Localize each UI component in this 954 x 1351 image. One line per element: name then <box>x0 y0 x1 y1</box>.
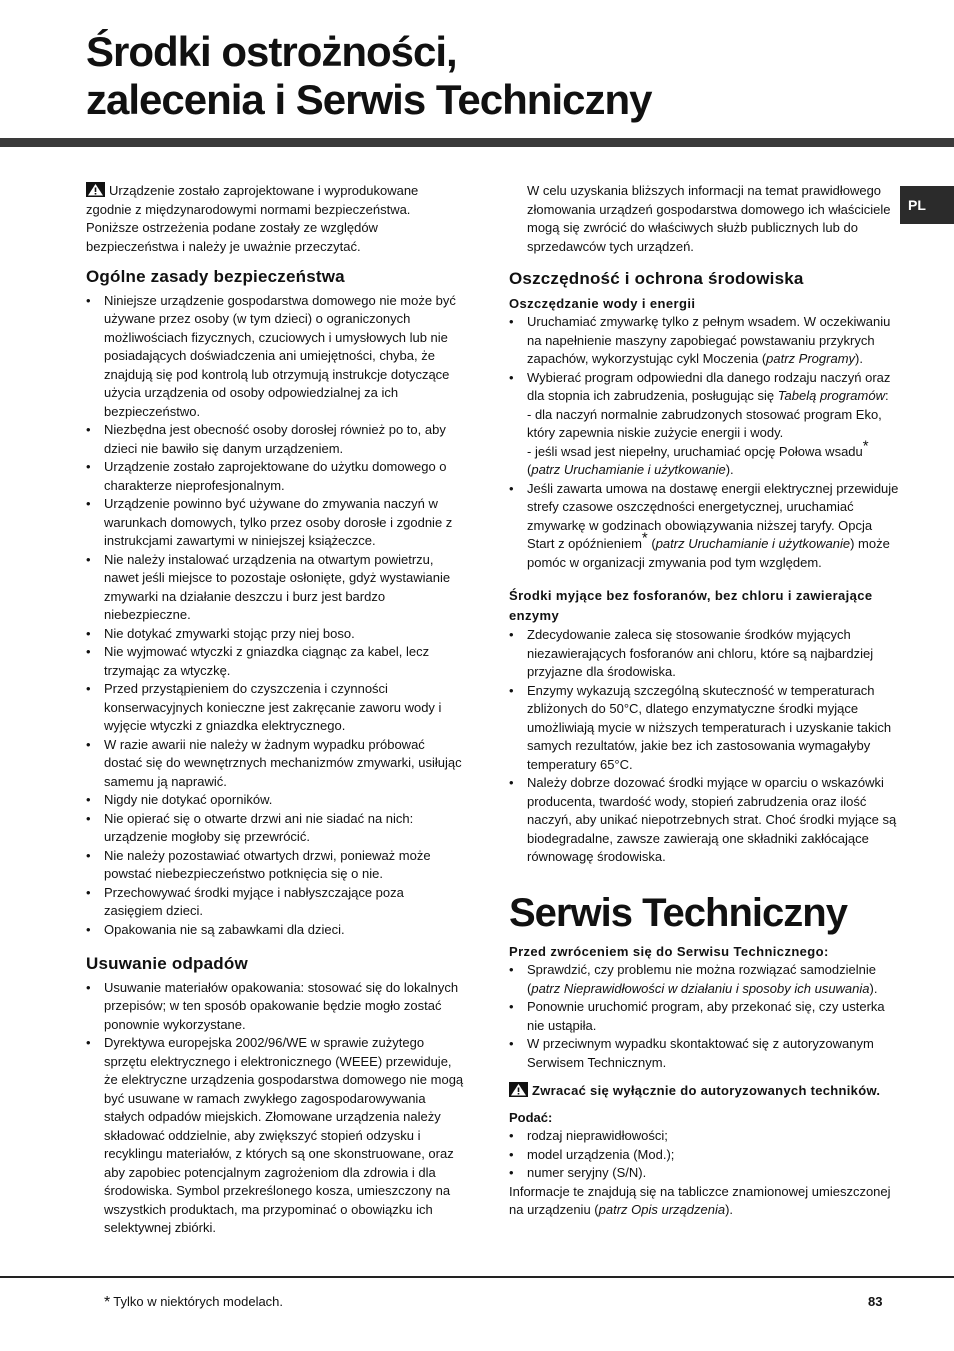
list-item: • rodzaj nieprawidłowości; <box>509 1127 901 1146</box>
item-text: Informacje te znajdują się na tabliczce znamionowej umieszczonej na urządzeniu ( <box>509 1183 891 1217</box>
list-item: • Ponownie uruchomić program, aby przekonać się, czy usterka nie ustąpiła. <box>509 998 901 1035</box>
list-item: • W razie awarii nie należy w żadnym wypadku próbować dostać się do wewnętrznych mechanizmów zmywarki, usiłując samemu ją naprawić. <box>86 736 464 792</box>
service-title: Serwis Techniczny <box>509 890 847 935</box>
eco-heading: Oszczędność i ochrona środowiska <box>509 269 804 288</box>
warning-icon <box>509 1082 528 1097</box>
warning-text: Zwracać się wyłącznie do autoryzowanych techników. <box>532 1083 881 1098</box>
footnote-star: * <box>104 1294 111 1311</box>
item-reference: patrz Uruchamianie i użytkowanie <box>531 462 726 477</box>
service-subheading: Przed zwróceniem się do Serwisu Technicznego: <box>509 943 829 959</box>
info-paragraph <box>509 1183 901 1220</box>
item-text: ). <box>725 1202 734 1217</box>
item-text: - dla naczyń normalnie zabrudzonych stosować program Eko, który zapewnia niskie zużycie energii i wody. <box>527 406 882 440</box>
list-item: • Dyrektywa europejska 2002/96/WE w sprawie zużytego sprzętu elektrycznego i elektronicznego (WEEE) przewiduje, że elektryczne urządzenia gospodarstwa domowego nie mogą być usuwane w ramach zwykłego zagospodarowywania stałych odpadów miejskich. Złomowane urządzenia należy składować oddzielnie, aby zwiększyć stopień odzysku i recyklingu materiałów, z których są one skonstruowane, oraz aby zapobiec potencjalnym zagrożeniom dla zdrowia i dla środowiska. Symbol przekreślonego kosza, umieszczony na wszystkich produktach, ma przypominać o obowiązku ich selektywnej zbiórki. <box>86 1034 464 1238</box>
list-item <box>509 480 901 573</box>
list-item: • Enzymy wykazują szczególną skuteczność w temperaturach zbliżonych do 50°C, dlatego enzymatyczne środki myjące umożliwiają mycie w niższych temperaturach i uzyskanie takich samych rezultatów, jakie bez ich zastosowania wymagałyby temperatury 65°C. <box>509 682 901 775</box>
item-text: ). <box>869 980 878 996</box>
list-item: • Zdecydowanie zaleca się stosowanie środków myjących niezawierających fosforanów ani chloru, które są najbardziej przyjazne dla środowiska. <box>509 626 901 682</box>
item-text: ) może pomóc w organizacji zmywania pod tym względem. <box>527 536 890 570</box>
item-text: Wybierać program odpowiedni dla danego rodzaju naczyń oraz dla stopnia ich zabrudzenia, posługując się <box>527 369 891 403</box>
list-item: • Przechowywać środki myjące i nabłyszczające poza zasięgiem dzieci. <box>86 884 464 921</box>
item-text: Jeśli zawarta umowa na dostawę energii elektrycznej przewiduje strefy czasowe oszczędności energetycznej, uruchamiać zmywarkę w godzinach obowiązywania niższej taryfy. Opcja Start z opóźnieniem <box>527 480 899 551</box>
item-text: : <box>884 388 889 403</box>
list-item: • Przed przystąpieniem do czyszczenia i czynności konserwacyjnych konieczne jest zakręcanie zaworu wody i wyjęcie wtyczki z gniazdka elektrycznego. <box>86 680 464 736</box>
list-item: • Należy dobrze dozować środki myjące w oparciu o wskazówki producenta, twardość wody, stopień zabrudzenia oraz ilość naczyń, aby unikać niepotrzebnych strat. Choć środki myjące są biodegradalne, zawsze zawierają one składniki zakłócające równowagę środowiska. <box>509 774 901 867</box>
list-item: • Nigdy nie dotykać oporników. <box>86 791 464 810</box>
item-reference: patrz Opis urządzenia <box>598 1202 726 1217</box>
provide-list <box>509 1127 901 1183</box>
item-text: Sprawdzić, czy problemu nie można rozwiązać samodzielnie ( <box>527 962 876 996</box>
detergent-heading: Środki myjące bez fosforanów, bez chloru i zawierające enzymy <box>509 588 873 623</box>
list-item: • numer seryjny (S/N). <box>509 1164 901 1183</box>
water-energy-heading: Oszczędzanie wody i energii <box>509 295 696 311</box>
list-item: • Nie należy instalować urządzenia na otwartym powietrzu, nawet jeśli miejsce to pozostaje osłonięte, gdyż wystawianie zmywarki na działanie deszczu i burz jest bardzo niebezpieczne. <box>86 551 464 625</box>
list-item: • model urządzenia (Mod.); <box>509 1146 901 1165</box>
title-line-2: zalecenia i Serwis Techniczny <box>86 76 652 123</box>
intro-paragraph <box>86 182 464 256</box>
list-item <box>509 313 901 369</box>
list-item: • Urządzenie powinno być używane do zmywania naczyń w warunkach domowych, tylko przez osoby dorosłe i zgodnie z instrukcjami zawartymi w niniejszej książeczce. <box>86 495 464 551</box>
item-reference: patrz Programy <box>766 351 856 366</box>
list-item: • Niniejsze urządzenie gospodarstwa domowego nie może być używane przez osoby (w tym dzieci) o ograniczonych możliwościach fizycznych, czuciowych i umysłowych lub nie posiadających doświadczenia ani umiejętności, chyba, że znajdują się pod kontrolą lub otrzymują instrukcje dotyczące użycia urządzenia od osoby odpowiedzialnej za ich bezpieczeństwo. <box>86 292 464 422</box>
title-divider <box>0 138 954 147</box>
item-text: ). <box>855 351 863 366</box>
page-title <box>86 28 651 124</box>
item-text: ( <box>527 462 532 477</box>
footnote-star: * <box>641 529 648 547</box>
item-reference: patrz Nieprawidłowości w działaniu i sposoby ich usuwania <box>531 980 870 996</box>
item-text: - jeśli wsad jest niepełny, uruchamiać opcję Połowa wsadu <box>527 443 863 459</box>
item-reference: Tabelą programów <box>777 388 885 403</box>
left-column <box>86 182 464 1238</box>
footer-divider <box>0 1276 954 1278</box>
page-number: 83 <box>868 1294 883 1309</box>
language-tab: PL <box>900 186 954 224</box>
list-item: • Opakowania nie są zabawkami dla dzieci. <box>86 921 464 940</box>
footnote <box>104 1294 283 1312</box>
right-column <box>509 182 901 1220</box>
waste-heading: Usuwanie odpadów <box>86 954 248 973</box>
detergent-list <box>509 626 901 867</box>
list-item <box>509 961 901 998</box>
item-text: ). <box>725 462 734 477</box>
list-item: • Niezbędna jest obecność osoby dorosłej również po to, aby dzieci nie bawiło się danym urządzeniem. <box>86 421 464 458</box>
list-item: • Nie wyjmować wtyczki z gniazdka ciągnąc za kabel, lecz trzymając za wtyczkę. <box>86 643 464 680</box>
title-line-1: Środki ostrożności, <box>86 28 457 75</box>
waste-continuation: W celu uzyskania bliższych informacji na temat prawidłowego złomowania urządzeń gospodarstwa domowego ich właściciele mogą się zwrócić do właściwych służb publicznych lub do sprzedawców tych urządzeń. <box>527 183 891 254</box>
item-text: ( <box>647 536 656 551</box>
authorized-warning <box>509 1082 901 1101</box>
warning-icon <box>86 182 105 197</box>
list-item: • Nie dotykać zmywarki stojąc przy niej boso. <box>86 625 464 644</box>
safety-list <box>86 292 464 940</box>
list-item: • Usuwanie materiałów opakowania: stosować się do lokalnych przepisów; w ten sposób opakowanie będzie mogło zostać ponownie wykorzystane. <box>86 979 464 1035</box>
list-item <box>509 369 901 480</box>
waste-list <box>86 979 464 1238</box>
item-reference: patrz Uruchamianie i użytkowanie <box>655 536 851 551</box>
list-item: • Nie należy pozostawiać otwartych drzwi, ponieważ może powstać niebezpieczeństwo potknięcia się o nie. <box>86 847 464 884</box>
safety-heading: Ogólne zasady bezpieczeństwa <box>86 267 345 286</box>
provide-heading: Podać: <box>509 1109 553 1125</box>
footnote-star: * <box>862 437 869 455</box>
list-item: • W przeciwnym wypadku skontaktować się z autoryzowanym Serwisem Technicznym. <box>509 1035 901 1072</box>
water-energy-list <box>509 313 901 572</box>
intro-text: Urządzenie zostało zaprojektowane i wyprodukowane zgodnie z międzynarodowymi normami bezpieczeństwa. Poniższe ostrzeżenia podane zostały ze względów bezpieczeństwa i należy je uważnie przeczytać. <box>86 183 419 254</box>
footnote-text: Tylko w niektórych modelach. <box>113 1294 284 1309</box>
list-item: • Nie opierać się o otwarte drzwi ani nie siadać na nich: urządzenie mogłoby się przewrócić. <box>86 810 464 847</box>
item-text: Uruchamiać zmywarkę tylko z pełnym wsadem. W oczekiwaniu na napełnienie maszyny zapobiegać powstawaniu przykrych zapachów, wykorzystując cykl Moczenia ( <box>527 314 891 366</box>
list-item: • Urządzenie zostało zaprojektowane do użytku domowego o charakterze nieprofesjonalnym. <box>86 458 464 495</box>
service-list <box>509 961 901 1072</box>
